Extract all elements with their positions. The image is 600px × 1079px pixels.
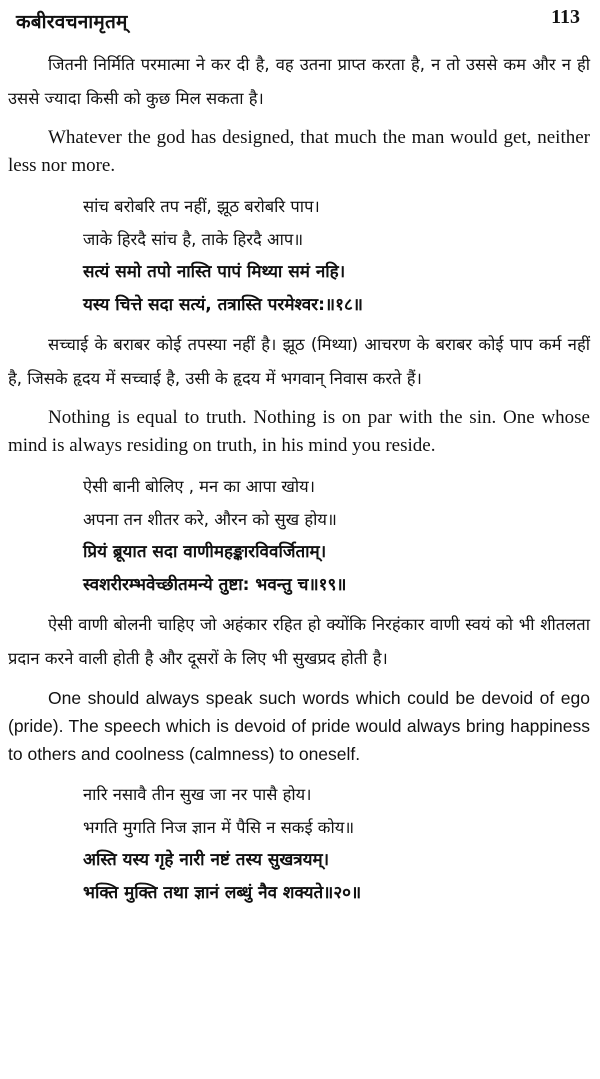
sanskrit-verse-line: भक्ति मुक्ति तथा ज्ञानं लब्धुं नैव शक्यते॥२०॥ xyxy=(83,883,362,903)
verse-line: अपना तन शीतर करे, औरन को सुख होय॥ xyxy=(83,510,337,529)
hindi-paragraph: सच्चाई के बराबर कोई तपस्या नहीं है। झूठ (मिथ्या) आचरण के बराबर कोई पाप कर्म नहीं है, जिसके हृदय में सच्चाई है, उसी के हृदय में भगवान् निवास करते हैं। xyxy=(8,335,590,388)
page-content xyxy=(8,48,590,1079)
english-paragraph: Whatever the god has designed, that much the man would get, neither less nor more. xyxy=(8,127,590,176)
running-title: कबीरवचनामृतम् xyxy=(16,11,128,33)
verse-line: नारि नसावै तीन सुख जा नर पासै होय। xyxy=(83,785,312,804)
verse-line: जाके हिरदै सांच है, ताके हिरदै आप॥ xyxy=(83,230,304,249)
verse-line: भगति मुगति निज ज्ञान में पैसि न सकई कोय॥ xyxy=(83,818,355,837)
sanskrit-verse-line: अस्ति यस्य गृहे नारी नष्टं तस्य सुखत्रयम्। xyxy=(83,850,330,870)
verse-line: ऐसी बानी बोलिए , मन का आपा खोय। xyxy=(83,477,315,496)
english-paragraph: One should always speak such words which could be devoid of ego (pride). The speech which is devoid of pride would always bring happiness to others and coolness (calmness) to oneself. xyxy=(8,688,590,764)
sanskrit-verse-line: सत्यं समो तपो नास्ति पापं मिथ्या समं नहि। xyxy=(83,262,346,282)
verse-block-18 xyxy=(8,190,590,322)
sanskrit-verse-line: स्वशरीरम्भवेच्छीतमन्ये तुष्टा: भवन्तु च॥१९॥ xyxy=(83,575,347,595)
verse-line: सांच बरोबरि तप नहीं, झूठ बरोबरि पाप। xyxy=(83,197,320,216)
page-header xyxy=(8,0,592,40)
hindi-paragraph: ऐसी वाणी बोलनी चाहिए जो अहंकार रहित हो क्योंकि निरहंकार वाणी स्वयं को भी शीतलता प्रदान करने वाली होती है और दूसरों के लिए भी सुखप्रद होती है। xyxy=(8,615,590,668)
sanskrit-verse-line: प्रियं ब्रूयात सदा वाणीमहङ्कारविवर्जिताम्। xyxy=(83,542,327,562)
page-number: 113 xyxy=(551,6,580,28)
sanskrit-verse-line: यस्य चित्ते सदा सत्यं, तत्रास्ति परमेश्वर:॥१८॥ xyxy=(83,295,363,315)
verse-block-20 xyxy=(8,778,590,910)
verse-block-19 xyxy=(8,470,590,602)
english-paragraph: Nothing is equal to truth. Nothing is on par with the sin. One whose mind is always residing on truth, in his mind you reside. xyxy=(8,407,590,456)
hindi-paragraph: जितनी निर्मिति परमात्मा ने कर दी है, वह उतना प्राप्त करता है, न तो उससे कम और न ही उससे ज्यादा किसी को कुछ मिल सकता है। xyxy=(8,55,590,108)
